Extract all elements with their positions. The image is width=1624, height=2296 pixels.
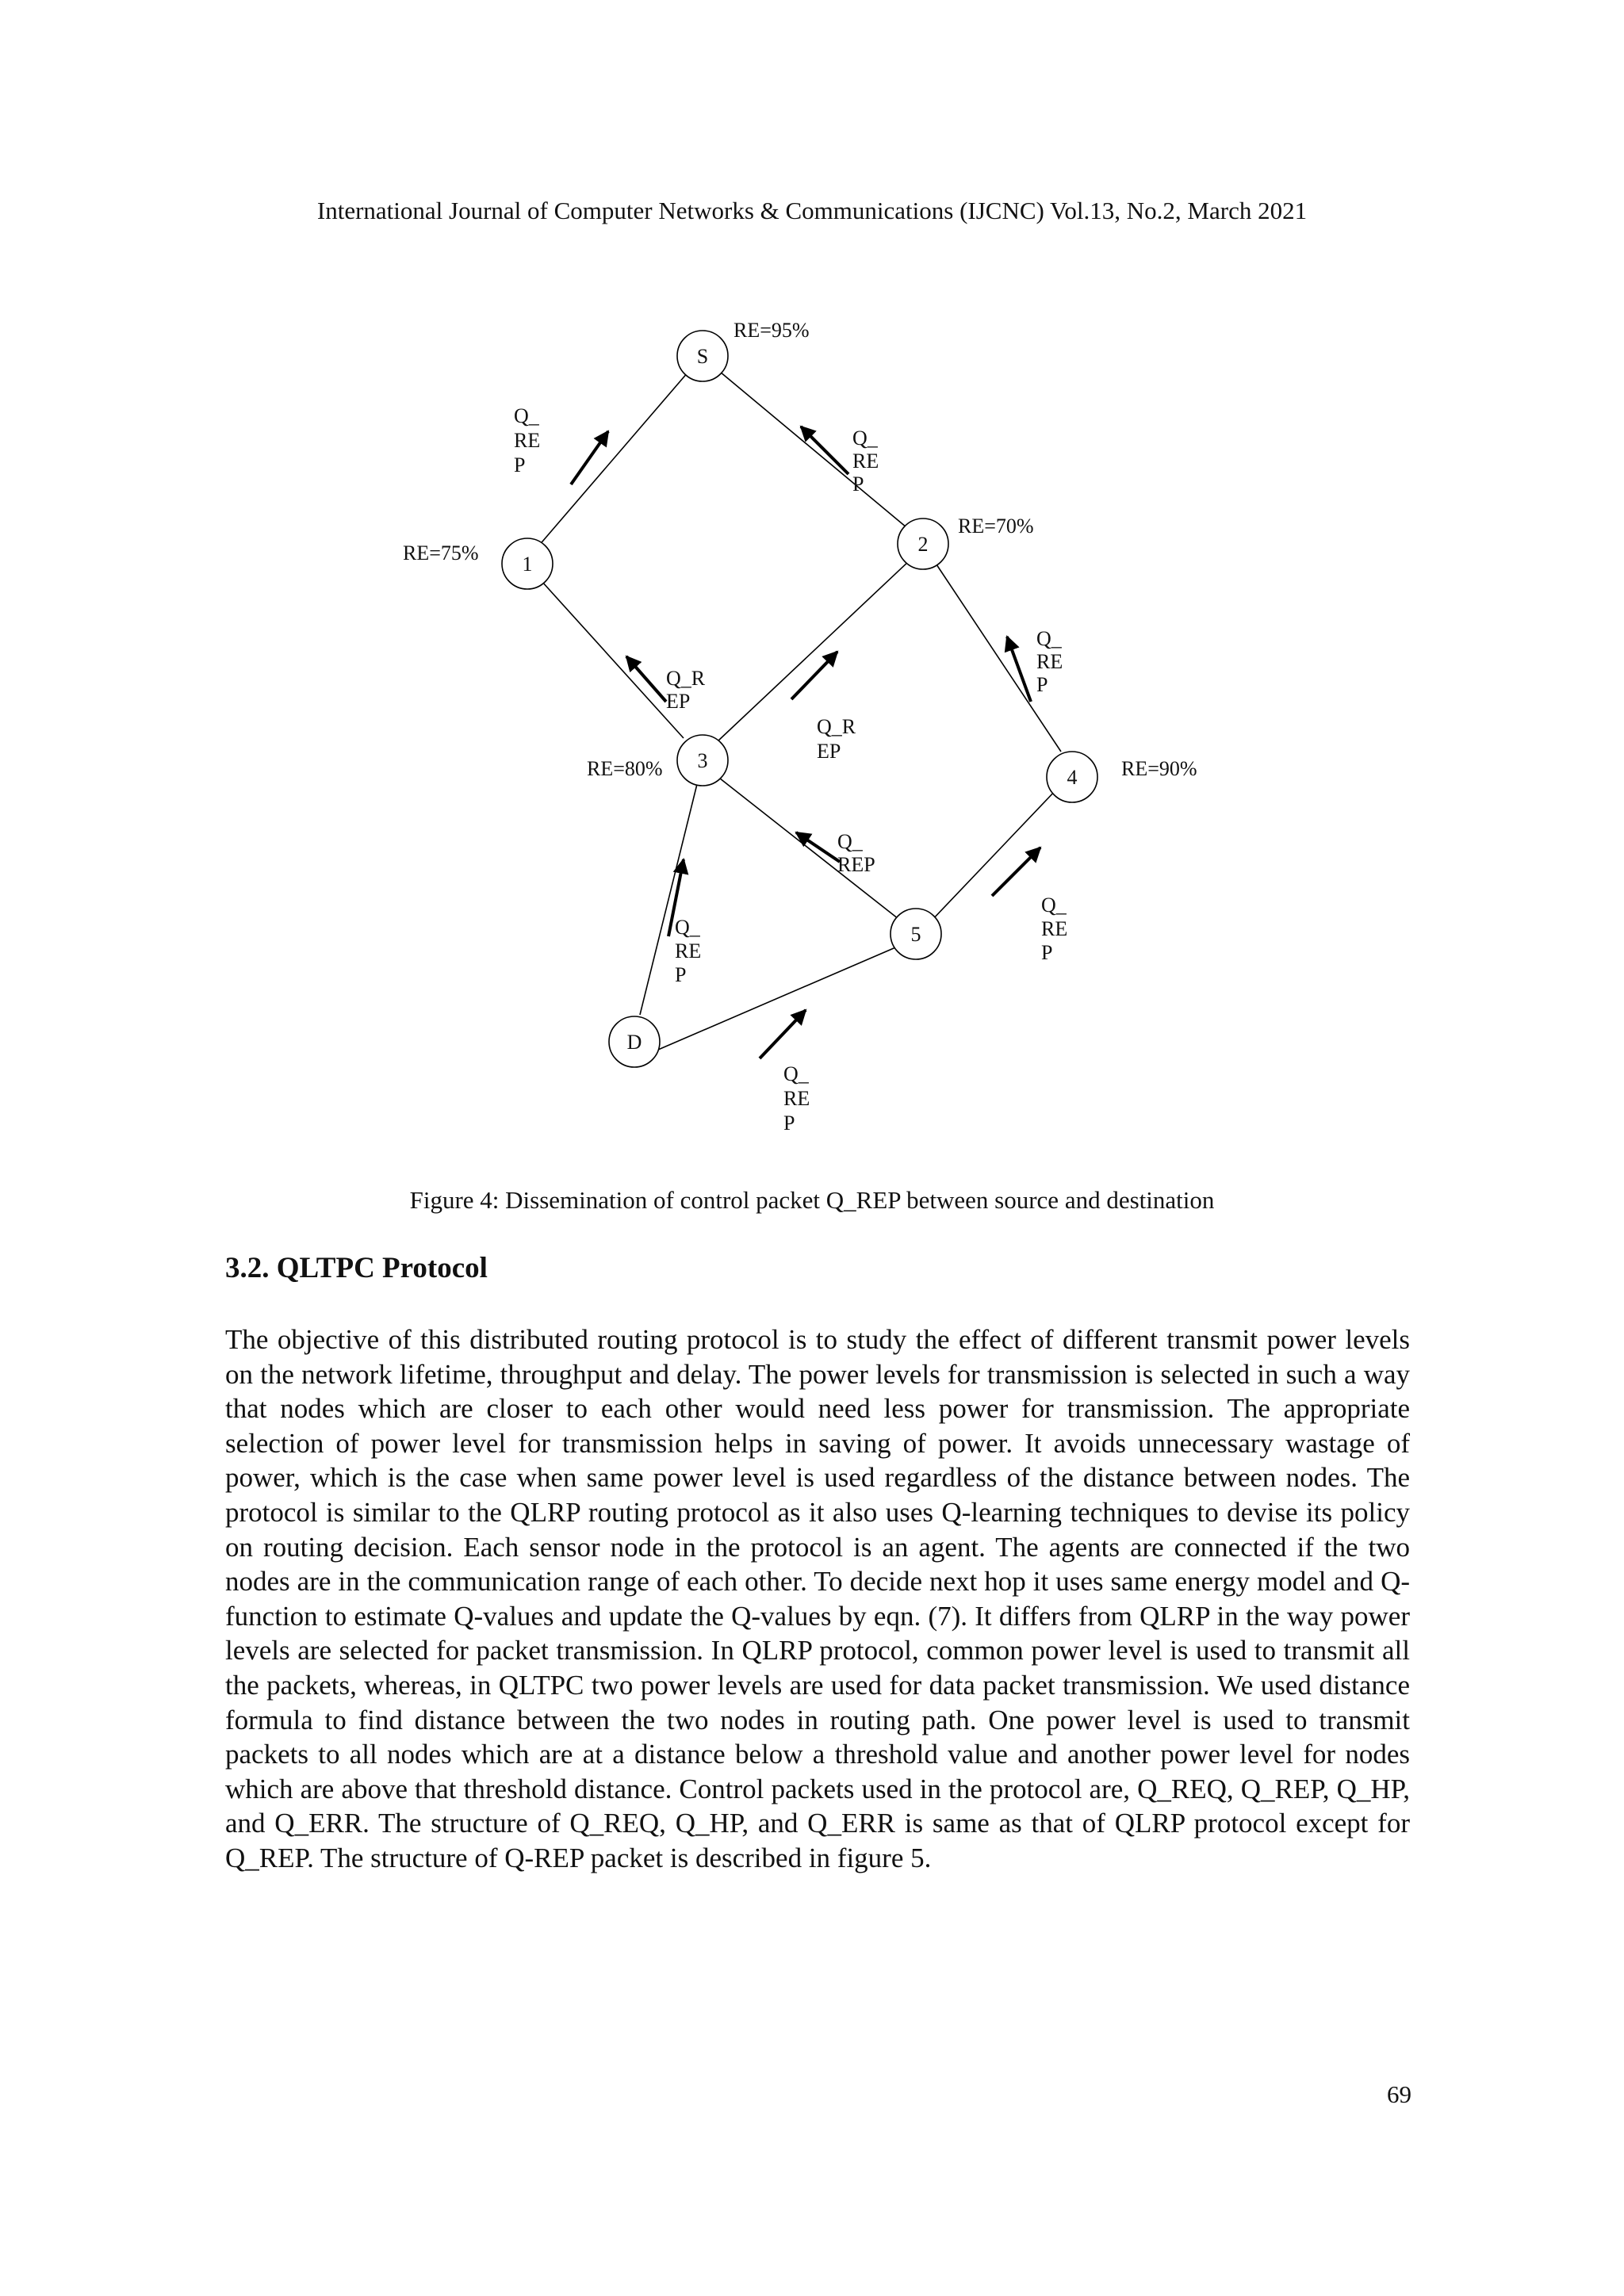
arrow-4-to-2 [1007,637,1031,702]
energy-2: RE=70% [958,515,1034,538]
network-diagram [0,301,1624,1173]
node-s-label: S [696,345,709,368]
pkt-label-4-to-2: Q_ RE P [1036,627,1063,696]
node-2-label: 2 [917,533,929,556]
edge-1-3 [542,581,684,738]
figure-caption: Figure 4: Dissemination of control packet Q_REP between source and destination [409,1186,1215,1214]
pkt-label-3-to-2: Q_R EP [817,715,856,763]
energy-1: RE=75% [403,541,479,564]
body-paragraph: The objective of this distributed routing protocol is to study the effect of different transmit power levels on the network lifetime, throughput and delay. The power levels for transmission is selected in such a way that nodes which are closer to each other would need less power for transmission. The appropriate selection of power level for transmission helps in saving of power. It avoids unnecessary wastage of power, which is the case when same power level is used regardless of the distance between nodes. The protocol is similar to the QLRP routing protocol as it also uses Q-learning techniques to devise its policy on routing decision. Each sensor node in the protocol is an agent. The agents are connected if the two nodes are in the communication range of each other. To decide next hop it uses same energy model and Q-function to estimate Q-values and update the Q-values by eqn. (7). It differs from QLRP in the way power levels are selected for packet transmission. In QLRP protocol, common power level is used to transmit all the packets, whereas, in QLTPC two power levels are used for data packet transmission. We used distance formula to find distance between the two nodes in routing path. One power level is used to transmit packets to all nodes which are at a distance below a threshold value and another power level for nodes which are above that threshold distance. Control packets used in the protocol are, Q_REQ, Q_REP, Q_HP, and Q_ERR. The structure of Q_REQ, Q_HP, and Q_ERR is same as that of QLRP protocol except for Q_REP. The structure of Q-REP packet is described in figure 5. [225,1324,1410,1873]
edge-s-1 [538,372,688,547]
pkt-label-5-to-4: Q_ RE P [1041,894,1068,964]
arrow-d-to-5 [760,1010,806,1058]
arrow-5-to-3 [796,832,840,862]
edges [538,372,1061,1050]
nodes [502,331,1097,1067]
node-3-label: 3 [697,749,708,772]
network-figure [0,301,1624,1173]
node-1-label: 1 [522,553,533,576]
pkt-label-3-to-1: Q_R EP [666,667,706,713]
arrow-2-to-s [801,427,848,474]
page-number: 69 [1387,2080,1411,2108]
pkt-label-2-to-s: Q_ RE P [852,427,879,496]
edge-3-5 [716,775,898,919]
edge-4-5 [930,789,1057,922]
energy-s: RE=95% [733,319,810,342]
arrow-1-to-s [571,431,608,484]
pkt-label-d-to-5: Q_ RE P [783,1062,810,1135]
arrow-5-to-4 [992,848,1040,896]
energy-3: RE=80% [587,757,663,780]
edge-2-3 [718,561,910,741]
node-4-label: 4 [1067,766,1078,789]
pkt-label-5-to-3: Q_ REP [837,830,875,876]
pkt-label-1-to-s: Q_ RE P [514,404,541,476]
arrow-3-to-1 [626,656,666,702]
edge-3-d [640,778,699,1015]
node-d-label: D [626,1031,642,1054]
pkt-label-d-to-3: Q_ RE P [675,916,702,986]
arrow-3-to-2 [791,652,837,699]
section-heading: 3.2. QLTPC Protocol [225,1252,488,1284]
node-5-label: 5 [910,923,921,946]
energy-4: RE=90% [1121,757,1197,780]
running-header: International Journal of Computer Networks & Communications (IJCNC) Vol.13, No.2, March 2021 [316,197,1308,224]
